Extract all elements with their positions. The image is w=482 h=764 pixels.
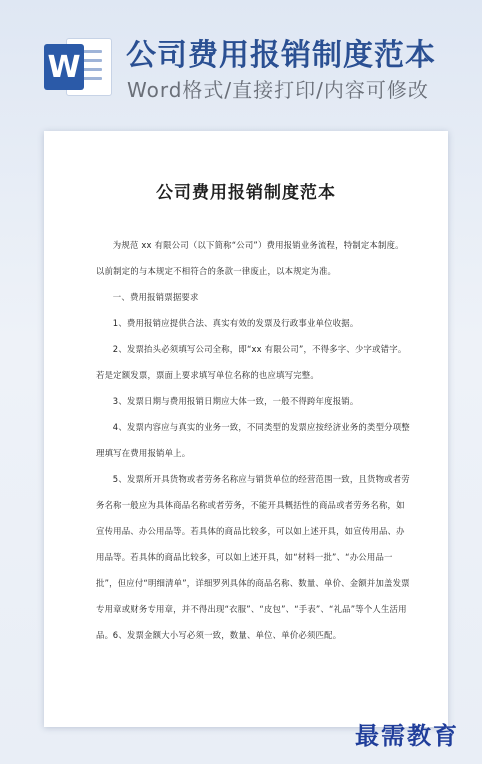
list-item-1: 1、费用报销应提供合法、真实有效的发票及行政事业单位收据。 — [112, 318, 359, 328]
list-item-2: 2、发票抬头必须填写公司全称，即“xx 有限公司”，不得多字、少字或错字。若是定额发票，票面上要求填写单位名称的也应填写完整。 — [96, 344, 407, 380]
intro-paragraph: 为规范 xx 有限公司（以下简称“公司”）费用报销业务流程，特制定本制度。以前制定的与本规定不相符合的条款一律废止，以本规定为准。 — [96, 240, 404, 276]
banner-header — [0, 0, 482, 110]
banner-subtitle: Word格式/直接打印/内容可修改 — [127, 78, 429, 102]
banner-title: 公司费用报销制度范本 — [126, 38, 436, 73]
document-page — [44, 131, 448, 727]
section-heading: 一、费用报销票据要求 — [112, 292, 199, 302]
list-item-6: 6、发票金额大小写必须一致，数量、单位、单价必须匹配。 — [112, 630, 342, 640]
list-item-3: 3、发票日期与费用报销日期应大体一致，一般不得跨年度报销。 — [112, 396, 359, 406]
word-icon — [44, 34, 114, 98]
list-item-5: 5、发票所开具货物或者劳务名称应与销货单位的经营范围一致，且货物或者劳务名称一般应为具体商品名称或者劳务，不能开具概括性的商品或者劳务名称，如宣传用品、办公用品等。若具体的商品比较多，可以如上述开具，如宣传用品、办用品等。若具体的商品比较多，可以如上述开具，如“材料一批”、“办公用品一批”，但应付“明细清单”，详细罗列具体的商品名称、数量、单价、金额并加盖发票专用章或财务专用章，并不得出现“衣服”、“皮包”、“手表”、“礼品”等个人生活用品。 — [96, 474, 410, 640]
word-icon-letter: W — [44, 44, 84, 90]
list-item-4: 4、发票内容应与真实的业务一致，不同类型的发票应按经济业务的类型分项整理填写在费用报销单上。 — [96, 422, 410, 458]
watermark-logo: 最需教育 — [355, 721, 459, 750]
document-title: 公司费用报销制度范本 — [156, 183, 336, 203]
